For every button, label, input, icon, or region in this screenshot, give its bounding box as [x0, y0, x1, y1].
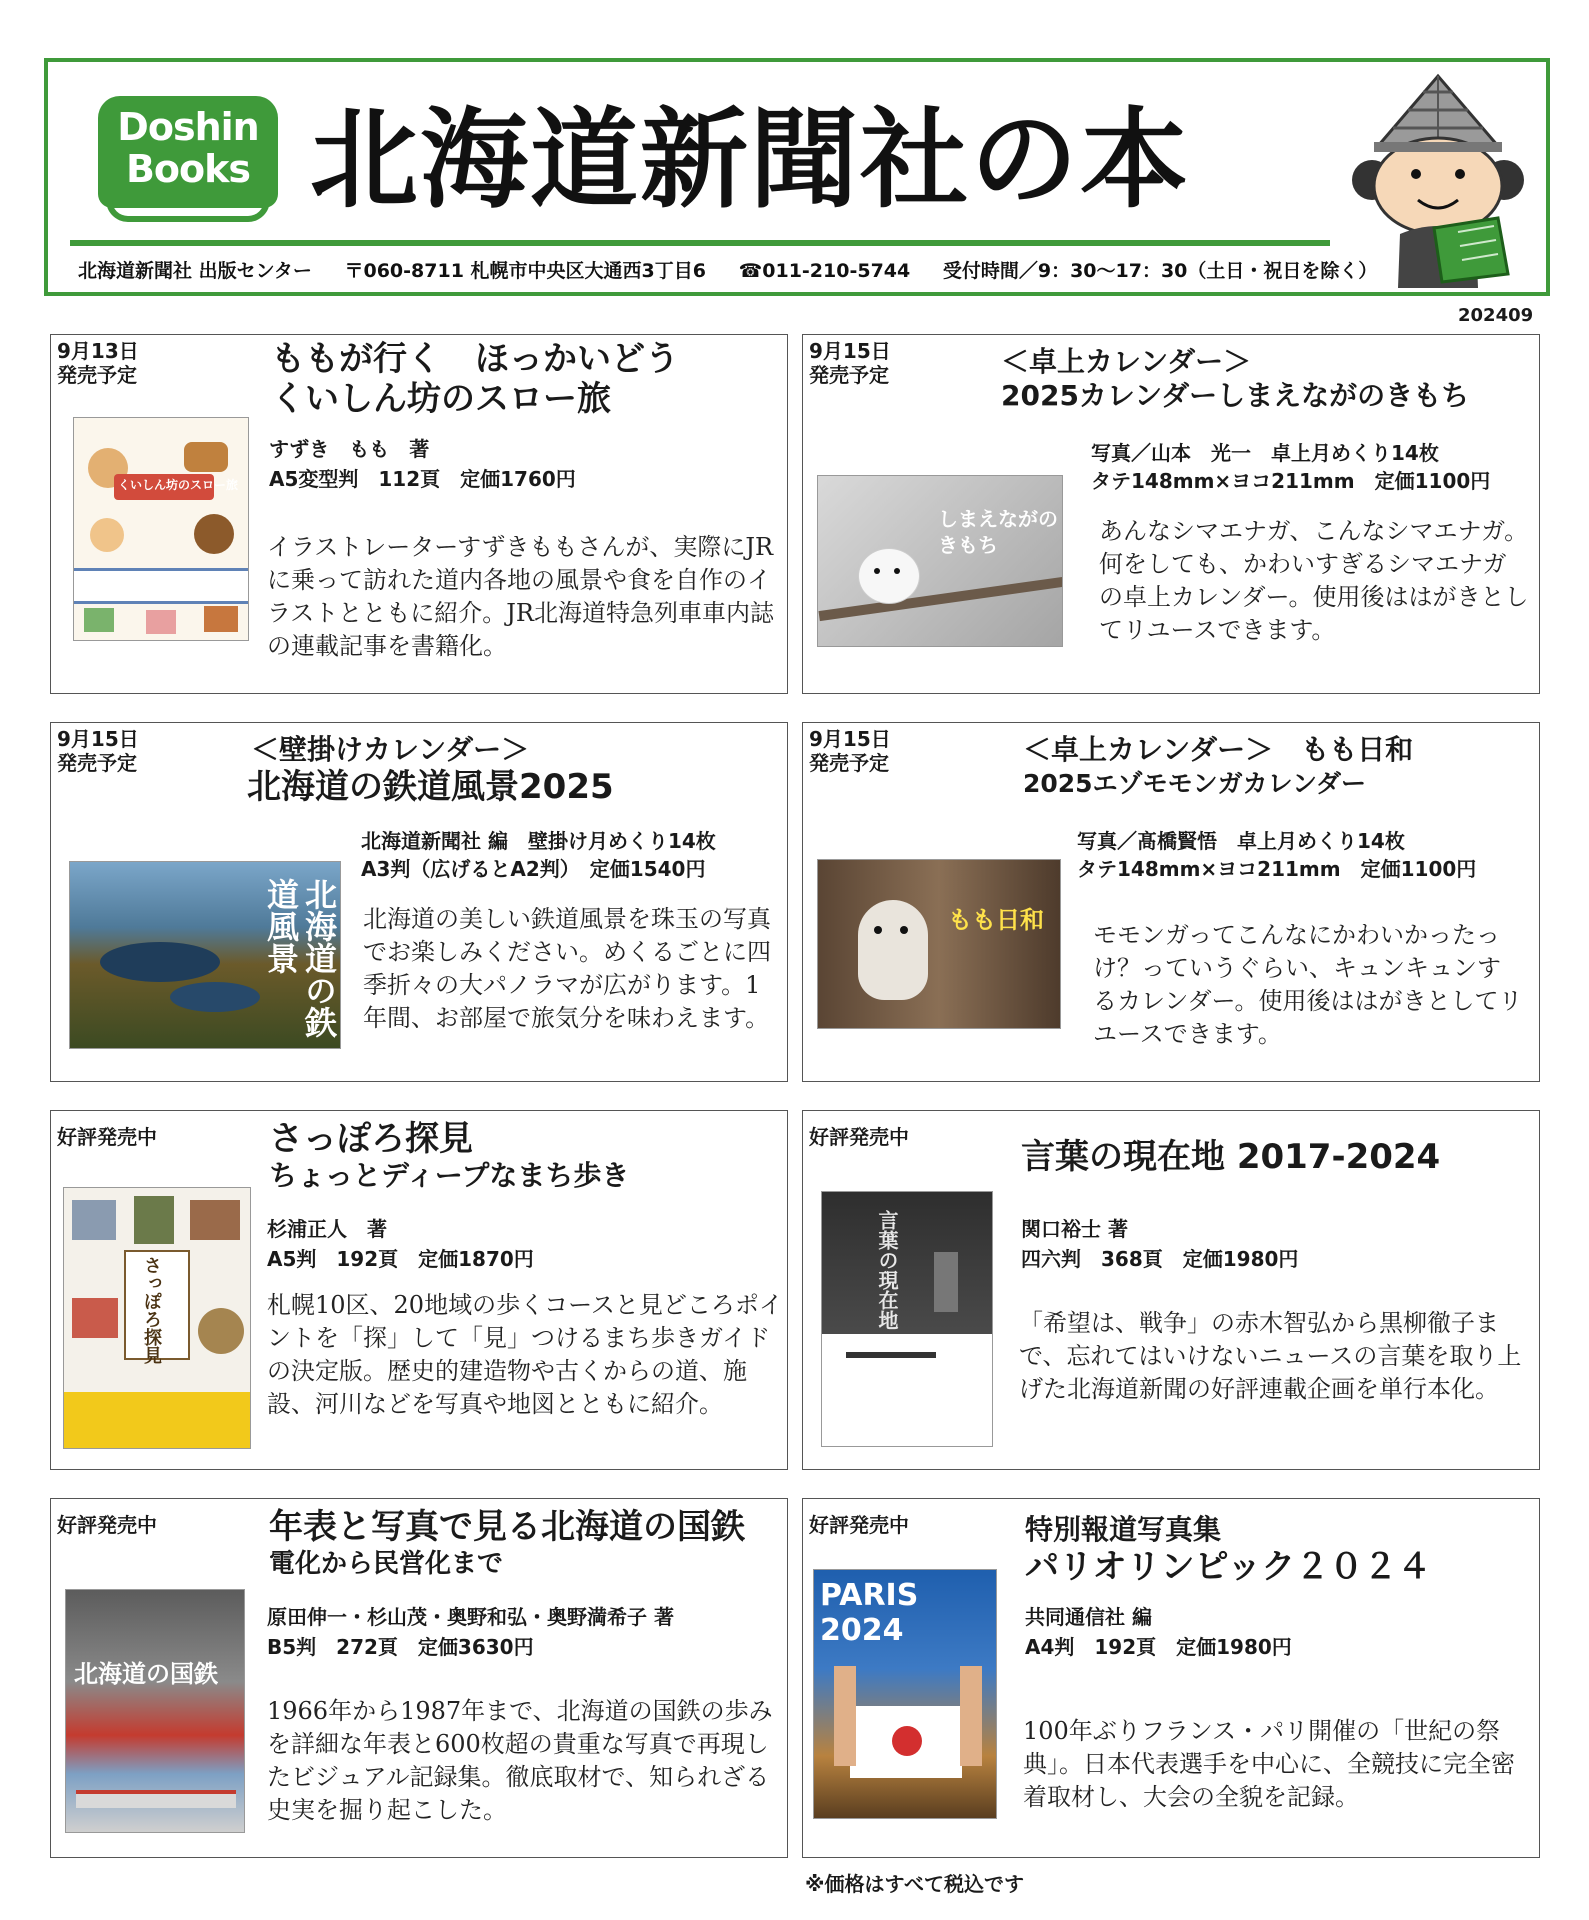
- book-cover[interactable]: 北海道の国鉄: [65, 1589, 245, 1833]
- issue-code: 202409: [1458, 305, 1534, 326]
- book-title: ＜卓上カレンダー＞ もも日和: [1023, 733, 1414, 766]
- book-title: 年表と写真で見る北海道の国鉄: [269, 1507, 745, 1547]
- book-description: 札幌10区、20地域の歩くコースと見どころポイントを「探」して「見」つけるまち歩きガイドの決定版。歴史的建造物や古くからの道、施設、河川などを写真や地図とともに紹介。: [267, 1291, 783, 1418]
- book-specs: タテ148mm×ヨコ211mm 定価1100円: [1077, 857, 1477, 881]
- book-card[interactable]: [802, 1498, 1540, 1858]
- release-status: 好評発売中: [809, 1513, 909, 1537]
- release-status: 9月15日 発売予定: [57, 727, 139, 775]
- book-subtitle: くいしん坊のスロー旅: [271, 379, 611, 419]
- price-note: ※価格はすべて税込です: [805, 1872, 1025, 1896]
- book-card[interactable]: [50, 1498, 788, 1858]
- release-status: 好評発売中: [57, 1513, 157, 1537]
- book-specs: A5変型判 112頁 定価1760円: [269, 467, 576, 491]
- book-specs: A4判 192頁 定価1980円: [1025, 1635, 1292, 1659]
- book-author: 関口裕士 著: [1021, 1217, 1128, 1241]
- release-status: 9月15日 発売予定: [809, 339, 891, 387]
- book-card[interactable]: [802, 722, 1540, 1082]
- book-cover[interactable]: くいしん坊のスロー旅: [73, 417, 249, 641]
- book-card[interactable]: [802, 1110, 1540, 1470]
- book-subtitle: パリオリンピック２０２４: [1025, 1547, 1432, 1587]
- book-description: モモンガってこんなにかわいかったっけ？っていうぐらい、キュンキュンするカレンダー。使用後ははがきとしてリユースできます。: [1093, 921, 1523, 1048]
- calendar-cover[interactable]: もも日和: [817, 859, 1061, 1029]
- book-subtitle: ちょっとディープなまち歩き: [269, 1159, 630, 1192]
- book-title: 言葉の現在地 2017-2024: [1021, 1137, 1441, 1177]
- calendar-cover[interactable]: 北海道の鉄道風景: [69, 861, 341, 1049]
- book-specs: A3判（広げるとA2判） 定価1540円: [361, 857, 706, 881]
- book-author: 原田伸一・杉山茂・奥野和弘・奥野満希子 著: [267, 1605, 674, 1629]
- book-title: さっぽろ探見: [269, 1119, 473, 1159]
- publisher-address: 〒060-8711 札幌市中央区大通西3丁目6: [344, 260, 706, 282]
- book-subtitle: 北海道の鉄道風景2025: [247, 767, 614, 807]
- book-title: ＜壁掛けカレンダー＞: [251, 733, 530, 766]
- book-author: すずき もも 著: [269, 437, 430, 461]
- book-subtitle: 2025エゾモモンガカレンダー: [1023, 769, 1366, 798]
- publisher-phone: ☎011-210-5744: [738, 260, 911, 282]
- book-author: 北海道新聞社 編 壁掛け月めくり14枚: [361, 829, 716, 853]
- header-divider: [70, 240, 1330, 246]
- publisher-name: 北海道新聞社 出版センター: [78, 260, 312, 282]
- book-card[interactable]: [50, 334, 788, 694]
- release-status: 9月15日 発売予定: [809, 727, 891, 775]
- book-specs: A5判 192頁 定価1870円: [267, 1247, 534, 1271]
- logo-line2: Books: [125, 147, 251, 191]
- book-card[interactable]: [50, 722, 788, 1082]
- office-hours: 受付時間／9：30〜17：30（土日・祝日を除く）: [942, 260, 1378, 282]
- book-author: 共同通信社 編: [1025, 1605, 1152, 1629]
- book-description: 「希望は、戦争」の赤木智弘から黒柳徹子まで、忘れてはいけないニュースの言葉を取り上げた北海道新聞の好評連載企画を単行本化。: [1019, 1309, 1522, 1403]
- book-title: ももが行く ほっかいどう: [271, 339, 679, 379]
- book-cover[interactable]: 言葉の現在地: [821, 1191, 993, 1447]
- book-author: 杉浦正人 著: [267, 1217, 387, 1241]
- logo-line1: Doshin: [117, 105, 259, 149]
- book-description: 北海道の美しい鉄道風景を珠玉の写真でお楽しみください。めくるごとに四季折々の大パノラマが広がります。1年間、お部屋で旅気分を味わえます。: [363, 905, 771, 1032]
- release-status: 9月13日 発売予定: [57, 339, 139, 387]
- release-status: 好評発売中: [57, 1125, 157, 1149]
- book-description: 100年ぶりフランス・パリ開催の「世紀の祭典」。日本代表選手を中心に、全競技に完全密着取材し、大会の全貌を記録。: [1023, 1717, 1515, 1811]
- book-specs: 四六判 368頁 定価1980円: [1021, 1247, 1299, 1271]
- book-title: ＜卓上カレンダー＞: [1001, 345, 1252, 378]
- book-author: 写真／山本 光一 卓上月めくり14枚: [1091, 441, 1439, 465]
- header-banner: [44, 58, 1550, 296]
- book-card[interactable]: [50, 1110, 788, 1470]
- publisher-info: [78, 256, 1403, 283]
- book-description: イラストレーターすずきももさんが、実際にJRに乗って訪れた道内各地の風景や食を自作のイラストとともに紹介。JR北海道特急列車車内誌の連載記事を書籍化。: [267, 533, 774, 660]
- book-description: あんなシマエナガ、こんなシマエナガ。何をしても、かわいすぎるシマエナガの卓上カレンダー。使用後ははがきとしてリユースできます。: [1099, 517, 1529, 644]
- book-cover[interactable]: PARIS 2024: [813, 1569, 997, 1819]
- book-specs: B5判 272頁 定価3630円: [267, 1635, 534, 1659]
- calendar-cover[interactable]: しまえながのきもち: [817, 475, 1063, 647]
- book-specs: タテ148mm×ヨコ211mm 定価1100円: [1091, 469, 1491, 493]
- release-status: 好評発売中: [809, 1125, 909, 1149]
- page-title: 北海道新聞社の本: [310, 98, 1191, 223]
- book-description: 1966年から1987年まで、北海道の国鉄の歩みを詳細な年表と600枚超の貴重な写真で再現したビジュアル記録集。徹底取材で、知られざる史実を掘り起こした。: [267, 1697, 773, 1824]
- book-subtitle: 2025カレンダーしまえながのきもち: [1001, 379, 1470, 412]
- logo-base: [106, 200, 270, 222]
- book-subtitle: 電化から民営化まで: [269, 1549, 504, 1579]
- mascot-icon: [1338, 68, 1538, 294]
- doshin-books-logo[interactable]: [98, 96, 278, 226]
- book-card[interactable]: [802, 334, 1540, 694]
- book-title: 特別報道写真集: [1025, 1513, 1222, 1546]
- book-author: 写真／髙橋賢悟 卓上月めくり14枚: [1077, 829, 1405, 853]
- book-cover[interactable]: さっぽろ探見: [63, 1187, 251, 1449]
